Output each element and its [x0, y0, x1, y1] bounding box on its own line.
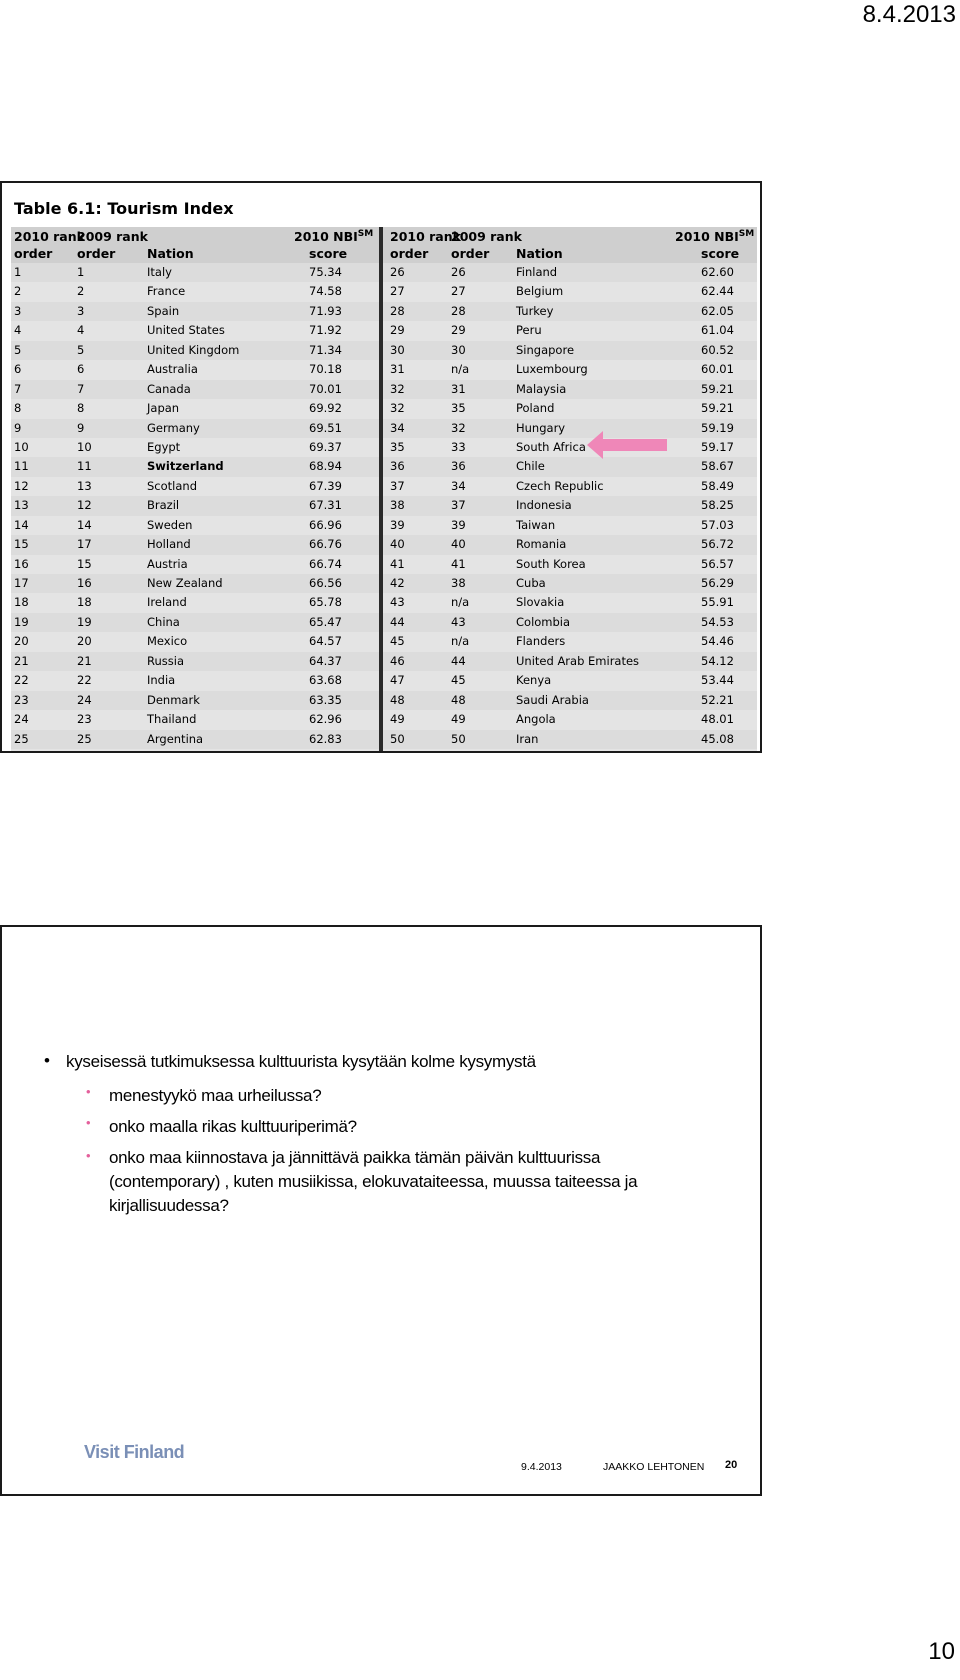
- table-row: [11, 496, 382, 515]
- nation-cell: Canada: [147, 381, 191, 396]
- score-cell: 68.94: [309, 459, 342, 474]
- table-row: [383, 457, 757, 476]
- header-order-2010: order: [390, 246, 429, 261]
- rank2010-cell: 41: [390, 556, 405, 571]
- rank2009-cell: 36: [451, 459, 466, 474]
- table-row: [383, 438, 757, 457]
- table-row: [11, 730, 382, 749]
- score-cell: 62.96: [309, 712, 342, 727]
- rank2010-cell: 7: [14, 381, 22, 396]
- rank2010-cell: 12: [14, 478, 29, 493]
- rank2009-cell: 10: [77, 439, 92, 454]
- table-row: [383, 535, 757, 554]
- table-row: [11, 477, 382, 496]
- header-rank2010: 2010 rank: [14, 229, 85, 244]
- nation-cell: Austria: [147, 556, 188, 571]
- score-cell: 65.78: [309, 595, 342, 610]
- nation-cell: France: [147, 284, 186, 299]
- bullet-list: [42, 1052, 742, 1229]
- nation-cell: China: [147, 614, 180, 629]
- rank2010-cell: 22: [14, 673, 29, 688]
- table-row: [11, 632, 382, 651]
- nation-cell: Denmark: [147, 692, 200, 707]
- rank2009-cell: 1: [77, 265, 85, 279]
- rank2010-cell: 3: [14, 303, 22, 318]
- rank2009-cell: 48: [451, 692, 466, 707]
- nation-cell: Finland: [516, 265, 558, 279]
- score-cell: 71.93: [309, 303, 342, 318]
- header-nbi-sm: SM: [357, 229, 374, 239]
- nation-cell: Peru: [516, 323, 542, 338]
- table-row: [11, 593, 382, 612]
- rank2010-cell: 40: [390, 537, 405, 552]
- table-body-left: [11, 263, 382, 749]
- table-row: [383, 730, 757, 749]
- rank2009-cell: 31: [451, 381, 466, 396]
- table-row: [383, 399, 757, 418]
- nation-cell: Singapore: [516, 342, 575, 357]
- table-row: [383, 496, 757, 515]
- table-row: [383, 263, 757, 282]
- rank2009-cell: 32: [451, 420, 466, 435]
- nation-cell: Thailand: [147, 712, 197, 727]
- rank2009-cell: 19: [77, 614, 92, 629]
- score-cell: 56.72: [701, 537, 734, 552]
- rank2010-cell: 45: [390, 634, 405, 649]
- nation-cell: Taiwan: [516, 517, 556, 532]
- score-cell: 64.57: [309, 634, 342, 649]
- score-cell: 59.21: [701, 381, 734, 396]
- nation-cell: Argentina: [147, 731, 204, 746]
- header-nation: Nation: [147, 246, 194, 261]
- header-nbi-text: 2010 NBI: [294, 229, 358, 245]
- rank2010-cell: 5: [14, 342, 22, 357]
- table-right-half: [383, 227, 757, 749]
- rank2010-cell: 39: [390, 517, 405, 532]
- nation-cell: Chile: [516, 459, 545, 474]
- sub-bullet-sports: • menestyykö maa urheilussa?: [42, 1086, 742, 1106]
- rank2010-cell: 36: [390, 459, 405, 474]
- table-row: [383, 710, 757, 729]
- table-row: [11, 710, 382, 729]
- rank2010-cell: 21: [14, 653, 29, 668]
- table-row: [383, 516, 757, 535]
- nation-cell: Australia: [147, 362, 198, 377]
- page-number: 10: [928, 1638, 955, 1665]
- table-row: [383, 321, 757, 340]
- nation-cell: United Kingdom: [147, 342, 240, 357]
- rank2010-cell: 17: [14, 576, 29, 590]
- rank2009-cell: 4: [77, 323, 85, 338]
- rank2010-cell: 2: [14, 284, 22, 299]
- score-cell: 54.12: [701, 653, 734, 668]
- nation-cell: Germany: [147, 420, 200, 435]
- table-row: [383, 282, 757, 301]
- nation-cell: South Africa: [516, 439, 586, 454]
- table-row: [383, 593, 757, 612]
- rank2010-cell: 14: [14, 517, 29, 532]
- nation-cell: Spain: [147, 303, 180, 318]
- nation-cell: Slovakia: [516, 595, 565, 610]
- nation-cell: Malaysia: [516, 381, 567, 396]
- score-cell: 69.37: [309, 439, 342, 454]
- nation-cell: India: [147, 673, 176, 688]
- rank2009-cell: 30: [451, 342, 466, 357]
- nation-cell: Italy: [147, 265, 172, 279]
- rank2009-cell: 15: [77, 556, 92, 571]
- score-cell: 75.34: [309, 265, 342, 279]
- sub-bullet-heritage: • onko maalla rikas kulttuuriperimä?: [42, 1117, 742, 1137]
- score-cell: 56.29: [701, 576, 734, 590]
- nation-cell: Switzerland: [147, 459, 224, 474]
- rank2009-cell: 20: [77, 634, 92, 649]
- rank2009-cell: 5: [77, 342, 85, 357]
- visit-finland-logo: Visit Finland: [84, 1442, 185, 1462]
- table-row: [383, 574, 757, 593]
- header-rank2009: 2009 rank: [451, 229, 522, 244]
- rank2010-cell: 29: [390, 323, 405, 338]
- score-cell: 69.92: [309, 401, 342, 416]
- nation-cell: Holland: [147, 537, 191, 552]
- table-row: [11, 282, 382, 301]
- rank2010-cell: 32: [390, 401, 405, 416]
- nation-cell: South Korea: [516, 556, 586, 571]
- footer-slide-number: 20: [725, 1459, 738, 1471]
- rank2009-cell: 11: [77, 459, 92, 474]
- nation-cell: Cuba: [516, 576, 546, 590]
- score-cell: 60.01: [701, 362, 734, 377]
- rank2010-cell: 31: [390, 362, 405, 377]
- table-row: [11, 516, 382, 535]
- score-cell: 71.92: [309, 323, 342, 338]
- table-row: [383, 613, 757, 632]
- nation-cell: Brazil: [147, 498, 180, 513]
- rank2010-cell: 38: [390, 498, 405, 513]
- table-row: [383, 302, 757, 321]
- rank2010-cell: 43: [390, 595, 405, 610]
- rank2009-cell: 24: [77, 692, 92, 707]
- score-cell: 71.34: [309, 342, 342, 357]
- header-nbi: [675, 229, 754, 244]
- rank2010-cell: 23: [14, 692, 29, 707]
- score-cell: 58.25: [701, 498, 734, 513]
- header-order-2009: order: [77, 246, 116, 261]
- header-nbi-text: 2010 NBI: [675, 229, 739, 245]
- footer-date: 9.4.2013: [521, 1461, 562, 1473]
- table-row: [383, 380, 757, 399]
- nation-cell: Indonesia: [516, 498, 572, 513]
- header-order-2010: order: [14, 246, 53, 261]
- table-row: [11, 380, 382, 399]
- bullet-main: • kyseisessä tutkimuksessa kulttuurista kysytään kolme kysymystä: [42, 1052, 742, 1072]
- rank2010-cell: 28: [390, 303, 405, 318]
- rank2009-cell: 45: [451, 673, 466, 688]
- score-cell: 59.17: [701, 439, 734, 454]
- header-nbi: [294, 229, 373, 244]
- rank2009-cell: 29: [451, 323, 466, 338]
- table-row: [11, 360, 382, 379]
- table-row: [383, 691, 757, 710]
- score-cell: 53.44: [701, 673, 734, 688]
- score-cell: 58.67: [701, 459, 734, 474]
- slide-culture-questions: [0, 925, 762, 1496]
- rank2009-cell: n/a: [451, 362, 470, 377]
- rank2009-cell: 22: [77, 673, 92, 688]
- table-row: [11, 399, 382, 418]
- rank2009-cell: 44: [451, 653, 466, 668]
- table-left-half: [11, 227, 382, 749]
- score-cell: 66.74: [309, 556, 342, 571]
- rank2010-cell: 47: [390, 673, 405, 688]
- score-cell: 74.58: [309, 284, 342, 299]
- table-header-right: [383, 227, 757, 263]
- rank2009-cell: 28: [451, 303, 466, 318]
- nation-cell: Angola: [516, 712, 556, 727]
- table-row: [11, 535, 382, 554]
- score-cell: 59.19: [701, 420, 734, 435]
- rank2010-cell: 8: [14, 401, 22, 416]
- rank2009-cell: n/a: [451, 595, 470, 610]
- nation-cell: Luxembourg: [516, 362, 588, 377]
- rank2010-cell: 50: [390, 731, 405, 746]
- rank2010-cell: 9: [14, 420, 22, 435]
- rank2009-cell: 9: [77, 420, 85, 435]
- score-cell: 57.03: [701, 517, 734, 532]
- rank2009-cell: 8: [77, 401, 85, 416]
- score-cell: 48.01: [701, 712, 734, 727]
- rank2009-cell: 38: [451, 576, 466, 590]
- score-cell: 62.60: [701, 265, 734, 279]
- table-row: [383, 419, 757, 438]
- rank2009-cell: 34: [451, 478, 466, 493]
- score-cell: 59.21: [701, 401, 734, 416]
- table-row: [383, 632, 757, 651]
- rank2010-cell: 4: [14, 323, 22, 338]
- rank2010-cell: 24: [14, 712, 29, 727]
- rank2009-cell: 12: [77, 498, 92, 513]
- rank2009-cell: 40: [451, 537, 466, 552]
- rank2009-cell: 39: [451, 517, 466, 532]
- rank2010-cell: 6: [14, 362, 22, 377]
- slide-tourism-index: [0, 181, 762, 753]
- rank2009-cell: 23: [77, 712, 92, 727]
- score-cell: 58.49: [701, 478, 734, 493]
- rank2009-cell: 13: [77, 478, 92, 493]
- score-cell: 52.21: [701, 692, 734, 707]
- score-cell: 69.51: [309, 420, 342, 435]
- nation-cell: Scotland: [147, 478, 197, 493]
- rank2010-cell: 13: [14, 498, 29, 513]
- rank2010-cell: 10: [14, 439, 29, 454]
- nation-cell: Japan: [147, 401, 180, 416]
- score-cell: 61.04: [701, 323, 734, 338]
- table-row: [11, 419, 382, 438]
- nation-cell: Flanders: [516, 634, 566, 649]
- score-cell: 66.56: [309, 576, 342, 590]
- rank2010-cell: 48: [390, 692, 405, 707]
- rank2010-cell: 42: [390, 576, 405, 590]
- rank2009-cell: 7: [77, 381, 85, 396]
- table-body-right: [383, 263, 757, 749]
- header-nation: Nation: [516, 246, 563, 261]
- rank2010-cell: 44: [390, 614, 405, 629]
- score-cell: 63.35: [309, 692, 342, 707]
- rank2010-cell: 20: [14, 634, 29, 649]
- tourism-index-table: [11, 197, 757, 751]
- score-cell: 60.52: [701, 342, 734, 357]
- rank2010-cell: 49: [390, 712, 405, 727]
- header-nbi-sm: SM: [738, 229, 755, 239]
- table-row: [11, 457, 382, 476]
- table-row: [383, 671, 757, 690]
- score-cell: 65.47: [309, 614, 342, 629]
- score-cell: 54.46: [701, 634, 734, 649]
- rank2009-cell: 3: [77, 303, 85, 318]
- header-rank2010: 2010 rank: [390, 229, 461, 244]
- nation-cell: United Arab Emirates: [516, 653, 640, 668]
- rank2009-cell: 43: [451, 614, 466, 629]
- rank2009-cell: 21: [77, 653, 92, 668]
- nation-cell: Hungary: [516, 420, 566, 435]
- rank2010-cell: 26: [390, 265, 405, 279]
- rank2009-cell: 50: [451, 731, 466, 746]
- score-cell: 67.31: [309, 498, 342, 513]
- table-row: [11, 613, 382, 632]
- score-cell: 62.83: [309, 731, 342, 746]
- score-cell: 62.44: [701, 284, 734, 299]
- score-cell: 62.05: [701, 303, 734, 318]
- rank2010-cell: 37: [390, 478, 405, 493]
- rank2010-cell: 35: [390, 439, 405, 454]
- table-header-left: [11, 227, 382, 263]
- header-score: score: [309, 246, 348, 261]
- table-row: [383, 360, 757, 379]
- pink-arrow-icon: [587, 431, 667, 459]
- nation-cell: Egypt: [147, 439, 181, 454]
- rank2009-cell: 37: [451, 498, 466, 513]
- table-row: [11, 691, 382, 710]
- score-cell: 67.39: [309, 478, 342, 493]
- nation-cell: Mexico: [147, 634, 188, 649]
- sub-bullet-contemporary-line3: kirjallisuudessa?: [109, 1196, 229, 1215]
- rank2009-cell: 49: [451, 712, 466, 727]
- nation-cell: New Zealand: [147, 576, 223, 590]
- score-cell: 66.96: [309, 517, 342, 532]
- table-row: [383, 652, 757, 671]
- table-row: [11, 555, 382, 574]
- rank2009-cell: 35: [451, 401, 466, 416]
- rank2010-cell: 25: [14, 731, 29, 746]
- nation-cell: Czech Republic: [516, 478, 604, 493]
- rank2010-cell: 27: [390, 284, 405, 299]
- rank2010-cell: 15: [14, 537, 29, 552]
- nation-cell: Ireland: [147, 595, 187, 610]
- score-cell: 70.01: [309, 381, 342, 396]
- rank2009-cell: 26: [451, 265, 466, 279]
- rank2010-cell: 11: [14, 459, 29, 474]
- nation-cell: Iran: [516, 731, 539, 746]
- nation-cell: Romania: [516, 537, 567, 552]
- rank2010-cell: 16: [14, 556, 29, 571]
- table-row: [11, 574, 382, 593]
- nation-cell: Russia: [147, 653, 184, 668]
- rank2010-cell: 46: [390, 653, 405, 668]
- nation-cell: Kenya: [516, 673, 552, 688]
- table-row: [11, 341, 382, 360]
- score-cell: 66.76: [309, 537, 342, 552]
- score-cell: 63.68: [309, 673, 342, 688]
- score-cell: 70.18: [309, 362, 342, 377]
- rank2009-cell: 2: [77, 284, 85, 299]
- nation-cell: Colombia: [516, 614, 571, 629]
- score-cell: 55.91: [701, 595, 734, 610]
- rank2010-cell: 1: [14, 265, 22, 279]
- nation-cell: Turkey: [516, 303, 554, 318]
- table-row: [11, 652, 382, 671]
- rank2009-cell: 27: [451, 284, 466, 299]
- rank2009-cell: n/a: [451, 634, 470, 649]
- nation-cell: United States: [147, 323, 225, 338]
- table-row: [383, 341, 757, 360]
- table-row: [383, 477, 757, 496]
- sub-bullet-contemporary: [42, 1146, 742, 1218]
- table-title: Table 6.1: Tourism Index: [14, 199, 234, 218]
- sub-bullet-contemporary-line1: • onko maa kiinnostava ja jännittävä paikka tämän päivän kulttuurissa: [109, 1148, 601, 1167]
- table-row: [11, 671, 382, 690]
- rank2009-cell: 25: [77, 731, 92, 746]
- footer-author: JAAKKO LEHTONEN: [603, 1461, 705, 1473]
- score-cell: 56.57: [701, 556, 734, 571]
- score-cell: 64.37: [309, 653, 342, 668]
- page-date: 8.4.2013: [862, 1, 956, 28]
- header-rank2009: 2009 rank: [77, 229, 148, 244]
- rank2009-cell: 14: [77, 517, 92, 532]
- rank2009-cell: 6: [77, 362, 85, 377]
- sub-bullet-contemporary-line2: (contemporary) , kuten musiikissa, elokuvataiteessa, muussa taiteessa ja: [109, 1172, 638, 1191]
- header-score: score: [701, 246, 740, 261]
- nation-cell: Saudi Arabia: [516, 692, 589, 707]
- table-row: [11, 438, 382, 457]
- rank2010-cell: 32: [390, 381, 405, 396]
- rank2009-cell: 33: [451, 439, 466, 454]
- score-cell: 54.53: [701, 614, 734, 629]
- nation-cell: Poland: [516, 401, 555, 416]
- score-cell: 45.08: [701, 731, 734, 746]
- rank2010-cell: 34: [390, 420, 405, 435]
- rank2009-cell: 16: [77, 576, 92, 590]
- rank2009-cell: 41: [451, 556, 466, 571]
- nation-cell: Belgium: [516, 284, 564, 299]
- table-row: [383, 555, 757, 574]
- rank2010-cell: 19: [14, 614, 29, 629]
- table-row: [11, 321, 382, 340]
- header-order-2009: order: [451, 246, 490, 261]
- nation-cell: Sweden: [147, 517, 193, 532]
- table-row: [11, 263, 382, 282]
- table-row: [11, 302, 382, 321]
- rank2009-cell: 18: [77, 595, 92, 610]
- rank2010-cell: 18: [14, 595, 29, 610]
- rank2010-cell: 30: [390, 342, 405, 357]
- rank2009-cell: 17: [77, 537, 92, 552]
